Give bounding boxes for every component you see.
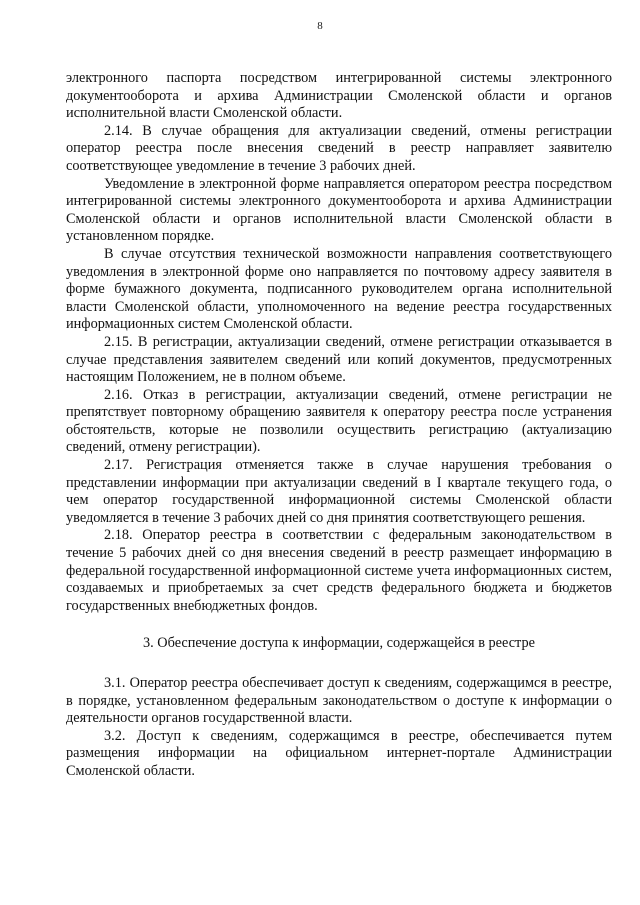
paragraph-no-technical-possibility: В случае отсутствия технической возможности направления соответствующего уведомления в электронной форме оно направляется по почтовому адресу заявителя в форме бумажного документа, подписанного руководителем органа исполнительной власти Смоленской области, уполномоченного на ведение реестра государственных информационных систем Смоленской области.	[66, 245, 612, 333]
paragraph-2-17: 2.17. Регистрация отменяется также в случае нарушения требования о представлении информации при актуализации сведений в I квартале текущего года, о чем оператор государственной информационной системы Смоленской области уведомляется в течение 3 рабочих дней со дня принятия соответствующего решения.	[66, 457, 612, 526]
paragraph-2-15: 2.15. В регистрации, актуализации сведений, отмене регистрации отказывается в случае представления заявителем сведений или копий документов, предусмотренных настоящим Положением, не в полном объеме.	[66, 333, 612, 386]
paragraph-2-16: 2.16. Отказ в регистрации, актуализации сведений, отмене регистрации не препятствует повторному обращению заявителя к оператору реестра после устранения обстоятельств, которые не позволили осуществить регистрацию (актуализацию сведений, отмену регистрации).	[66, 386, 612, 456]
paragraph-3-2: 3.2. Доступ к сведениям, содержащимся в реестре, обеспечивается путем размещения информации на официальном интернет-портале Администрации Смоленской области.	[66, 727, 612, 779]
paragraph-continuation: электронного паспорта посредством интегрированной системы электронного документооборота и архива Администрации Смоленской области и органов исполнительной власти Смоленской области.	[66, 70, 612, 122]
section-heading: 3. Обеспечение доступа к информации, содержащейся в реестре	[143, 635, 535, 652]
page-number: 8	[317, 20, 323, 32]
document-body	[66, 70, 612, 781]
paragraph-2-18: 2.18. Оператор реестра в соответствии с федеральным законодательством в течение 5 рабочих дней со дня внесения сведений в реестр размещает информацию в федеральной государственной информационной системе учета информационных систем, создаваемых и приобретаемых за счет средств федерального бюджета и бюджетов государственных внебюджетных фондов.	[66, 527, 612, 614]
paragraph-2-14: 2.14. В случае обращения для актуализации сведений, отмены регистрации оператор реестра после внесения сведений в реестр направляет заявителю соответствующее уведомление в течение 3 рабочих дней.	[66, 122, 612, 174]
paragraph-notification: Уведомление в электронной форме направляется оператором реестра посредством интегрированной системы электронного документооборота и архива Администрации Смоленской области и органов исполнительной власти Смоленской области в установленном порядке.	[66, 175, 612, 245]
paragraph-3-1: 3.1. Оператор реестра обеспечивает доступ к сведениям, содержащимся в реестре, в порядке, установленном федеральным законодательством о доступе к информации о деятельности органов государственной власти.	[66, 675, 612, 727]
